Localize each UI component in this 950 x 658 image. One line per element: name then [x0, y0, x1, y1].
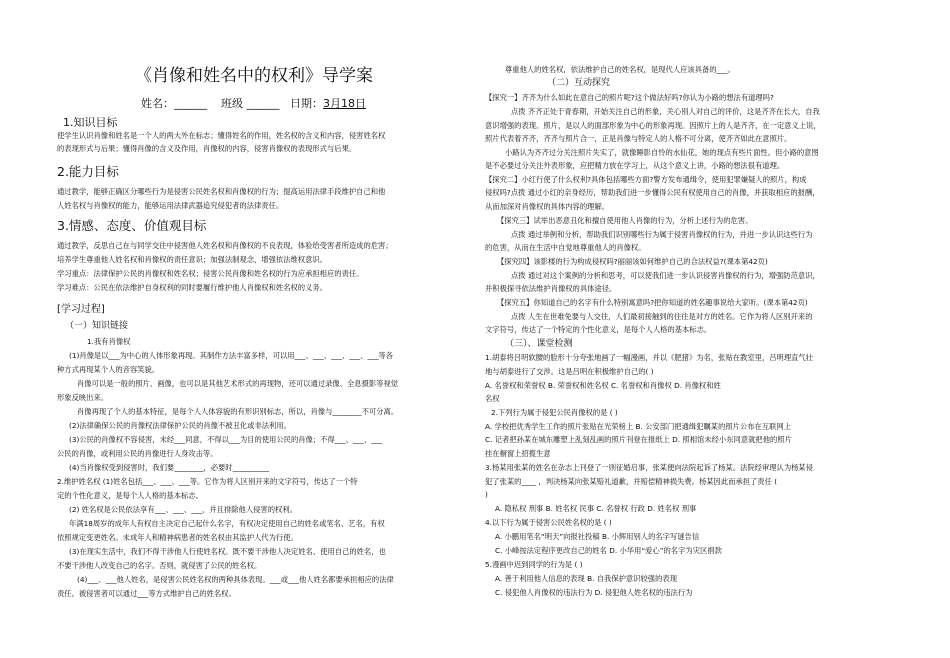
name-label: 姓名：______: [141, 97, 207, 110]
paragraph-line: 依照规定变更姓名。未成年人和精神病患者的姓名权由其监护人代为行使。: [57, 533, 298, 542]
quiz-option-line: 名权: [485, 394, 500, 403]
quiz-line: 5.漫画中迟到同学的行为是 ( ): [485, 560, 583, 569]
paragraph-line: 通过教学，反思自己在与同学交往中侵害他人姓名权和肖像权的不良表现，体验给受害者所造成的危害；: [57, 241, 393, 250]
inquiry-line: 【探究三】试举出恶意丑化和擅自使用他人肖像的行为，分析上述行为的危害。: [497, 216, 753, 225]
inquiry-line: 【探究一】齐齐为什么如此在意自己的照片呢?这个做法好吗?你认为小路的想法有道理吗?: [485, 93, 774, 102]
quiz-option-line: A. 名誉权和荣誉权 B. 荣誉权和姓名权 C. 名誉权和肖像权 D. 肖像权和姓: [485, 381, 721, 390]
inquiry-line: 点拨 齐齐正处于青春期，开始关注自己的形象，关心别人对自己的评价，这是齐齐在长大，自我: [511, 107, 820, 116]
inquiry-line: 【探究四】该影楼的行为构成侵权吗?丽丽该如何维护自己的合法权益?(课本第42页): [497, 257, 768, 266]
inquiry-line: 点拨 人生在世难免要与人交往，人们最初接触到的往往是对方的姓名。它作为将人区别开来的: [511, 312, 813, 321]
paragraph-line: 使学生认识肖像和姓名是一个人的两大外在标志；懂得姓名的作用，姓名权的含义和内容，侵害姓名权: [57, 131, 386, 140]
values-goal-heading: 3.情感、态度、价值观目标: [57, 218, 207, 233]
quiz-option-line: C. 小峰按法定程序更改自己的姓名 D. 小华用“爱心”的名字为灾区捐款: [495, 546, 722, 555]
paragraph-line: 人姓名权与肖像权的能力，能够运用法律武器追究侵犯者的法律责任。: [57, 201, 284, 210]
inquiry-line: 点拨 通过对这个案例的分析和思考，可以使我们进一步认识侵害肖像权的行为，增强防范意识，: [511, 271, 820, 280]
quiz-line: ): [485, 490, 488, 499]
quiz-option-line: A. 隐私权 刑事 B. 姓名权 民事 C. 名誉权 行政 D. 姓名权 刑事: [495, 504, 697, 513]
paragraph-line: 2.维护姓名权 (1)姓名包括___、___、___等。它作为将人区别开来的文字符号，传达了一个特: [57, 477, 358, 486]
inquiry-line: 【探究五】你知道自己的名字有什么特别寓意吗?把你知道的姓名趣事说给大家听。(课本第42页): [497, 298, 808, 307]
paragraph-line: (4)当肖像权受到侵害时，我们要________，必要时__________: [69, 463, 270, 472]
knowledge-link-heading: （一）知识链接: [65, 321, 129, 331]
page-title: 《肖像和姓名中的权利》导学案: [135, 66, 373, 86]
inquiry-line: 意识增强的表现。照片，是以人的面部形象为中心的形象再现。因照片上的人是齐齐，在一定意义上说，: [485, 121, 821, 130]
paragraph-line: 的表现形式与后果；懂得肖像的含义及作用，肖像权的内容，侵害肖像权的表现形式与后果。: [57, 144, 357, 153]
inquiry-line: 的危害，从而在生活中自觉地尊重他人的肖像权。: [485, 243, 646, 252]
inquiry-line: 【探究二】小红行使了什么权利?具体包括哪些方面?警方发布通缉令，使用犯罪嫌疑人的照片，构成: [485, 175, 807, 184]
quiz-line: 犯了张某的____ ，判决杨某向张某赔礼道歉，并赔偿精神损失费。杨某因此而承担了责任 (: [485, 477, 778, 486]
quiz-line: 3.杨某用张某的姓名在杂志上刊登了一则征婚启事，张某便向法院起诉了杨某。法院经审理认为杨某侵: [485, 463, 814, 472]
quiz-option-line: C. 侵犯他人肖像权的违法行为 D. 侵犯他人姓名权的违法行为: [495, 588, 693, 597]
inquiry-line: 点拨 通过举例和分析，帮助我们识别哪些行为属于侵害肖像权的行为，并进一步认识这些行为: [511, 230, 813, 239]
inquiry-line: 并积极探寻依法维护肖像权的具体途径。: [485, 284, 617, 293]
paragraph-line: 定的个性化意义，是每个人人格的基本标志。: [57, 491, 203, 500]
paragraph-line: 种方式再现某个人的音容笑貌。: [57, 365, 160, 374]
quiz-line: 2.下列行为属于侵犯公民肖像权的是 ( ): [491, 408, 618, 417]
paragraph-line: (3)在现实生活中，我们不得干涉他人行使姓名权。既不要干涉他人决定姓名、使用自己的姓名，也: [69, 547, 386, 556]
subsection-title: 1.我有肖像权: [87, 337, 131, 346]
quiz-option-line: A. 学校把优秀学生工作的照片张贴在光荣榜上 B. 公安部门把通缉犯瞩某的照片公布在互联网上: [485, 422, 792, 431]
paragraph-line: 肖像可以是一般的照片、画像，也可以是其他艺术形式的再现物，还可以通过录像、全息摄影等视觉: [77, 379, 399, 388]
quiz-option-line: 挂在橱窗上招揽生意: [485, 449, 551, 458]
paragraph-line: (2)法律确保公民的肖像权法律保护公民的肖像不被丑化或非法利用。: [69, 421, 291, 430]
class-test-heading: （三）、课堂检测: [505, 339, 573, 349]
paragraph-line: (1)肖像是以___为中心的人体形象再现。其制作方法丰富多样，可以用___、___、___、___、___等各: [69, 351, 394, 360]
inquiry-line: 小路认为齐齐过分关注照片失实了，就像睡影自怜的水仙花，她的现点有些片面性。但小路的意图: [505, 148, 819, 157]
quiz-line: 地与胡泰进行了交涉。这是吕明在积极维护自己的( ): [485, 367, 654, 376]
knowledge-goal-heading: 1.知识目标: [63, 116, 118, 129]
inquiry-line: 是不必要过分关注外表形象，应把精力放在学习上，从这个意义上讲，小路的想法很有道理。: [485, 161, 785, 170]
quiz-option-line: A. 小鹏用笔名“明天”向报社投稿 B. 小辉用别人的名字写谜告信: [495, 532, 700, 541]
paragraph-line: 通过教学，能够正确区分哪些行为是侵害公民姓名权和肖像权的行为；提高运用法律手段维护自己和他: [57, 187, 386, 196]
paragraph-line: (4)___、___他人姓名，是侵害公民姓名权的两种具体表现。___或___他人姓名都要承担相应的法律: [77, 575, 394, 584]
paragraph-line: 尊重他人的姓名权，依法维护自己的姓名权，是现代人应该具备的___。: [505, 65, 735, 74]
paragraph-line: 责任。被侵害者可以通过___等方式维护自己的姓名权。: [57, 589, 236, 598]
paragraph-line: 年满18周岁的成年人有权自主决定自己起什么名字，有权决定使用自己的姓名或笔名、艺名，有权: [69, 519, 385, 528]
quiz-option-line: A. 善于利用他人信息的表现 B. 自我保护意识较强的表现: [495, 574, 677, 583]
paragraph-line: 形象反映出来。: [57, 393, 109, 402]
date-label: 日期：: [290, 97, 323, 110]
paragraph-line: 不要干涉他人改变自己的名字。否则，就侵害了公民的姓名权。: [57, 561, 262, 570]
learning-process-heading: [学习过程]: [57, 304, 105, 315]
inquiry-line: 侵权吗?点拨 通过小红的亲身经历，帮助我们进一步懂得公民有权使用自己的肖像，并获取相应的报酬，: [485, 188, 820, 197]
quiz-option-line: C. 记者把孙某在城东雕塑上乱刻乱画的照片刊登在报纸上 D. 照相馆未经小东同意就把他的照片: [485, 435, 792, 444]
paragraph-line: (2) 姓名权是公民依法享有___、___、___，并且排除他人侵害的权利。: [69, 505, 297, 514]
student-info-line: [141, 97, 366, 111]
difficulty-line: 学习难点：公民在依法维护自身权利的同时要履行维护他人肖像权和姓名权的义务。: [57, 283, 327, 292]
quiz-line: 1.胡泰将吕明软腰的脸形十分夸张地画了一幅漫画，并以《肥猪》为名，张贴在教室里，吕明理直气壮: [485, 353, 814, 362]
paragraph-line: 肖像再现了个人的基本特征，是每个人人体容貌的有形识别标志，所以，肖像与________不可分离。: [77, 407, 399, 416]
paragraph-line: 培养学生尊重他人姓名权和肖像权的责任意识；加强法制观念，增强依法维权意识。: [57, 255, 327, 264]
date-value: 3月18日: [323, 97, 366, 110]
paragraph-line: (3)公民的肖像权不容侵害，未经___同意，不得以___为目的使用公民的肖像；不得___、___、___: [69, 435, 383, 444]
ability-goal-heading: 2.能力目标: [57, 164, 119, 179]
interactive-inquiry-heading: （二）互动探究: [547, 78, 611, 88]
class-label: 班级 ______: [221, 97, 280, 110]
quiz-line: 4.以下行为属于侵害公民姓名权的是 ( ): [485, 518, 612, 527]
inquiry-line: 文字符号，传达了一个特定的个性化意义，是每个人人格的基本标志。: [485, 325, 712, 334]
key-point-line: 学习重点：法律保护公民的肖像权和姓名权；侵害公民肖像和姓名权的行为应承担相应的责任。: [57, 269, 364, 278]
paragraph-line: 公民的肖像，或利用公民的肖像进行人身攻击等。: [57, 449, 218, 458]
inquiry-line: 从而加深对肖像权的具体内容的理解。: [485, 202, 610, 211]
inquiry-line: 照片代表着齐齐，齐齐与照片合一，正是肖像与特定人的人格不可分离，使齐齐如此在意照片。: [485, 134, 792, 143]
